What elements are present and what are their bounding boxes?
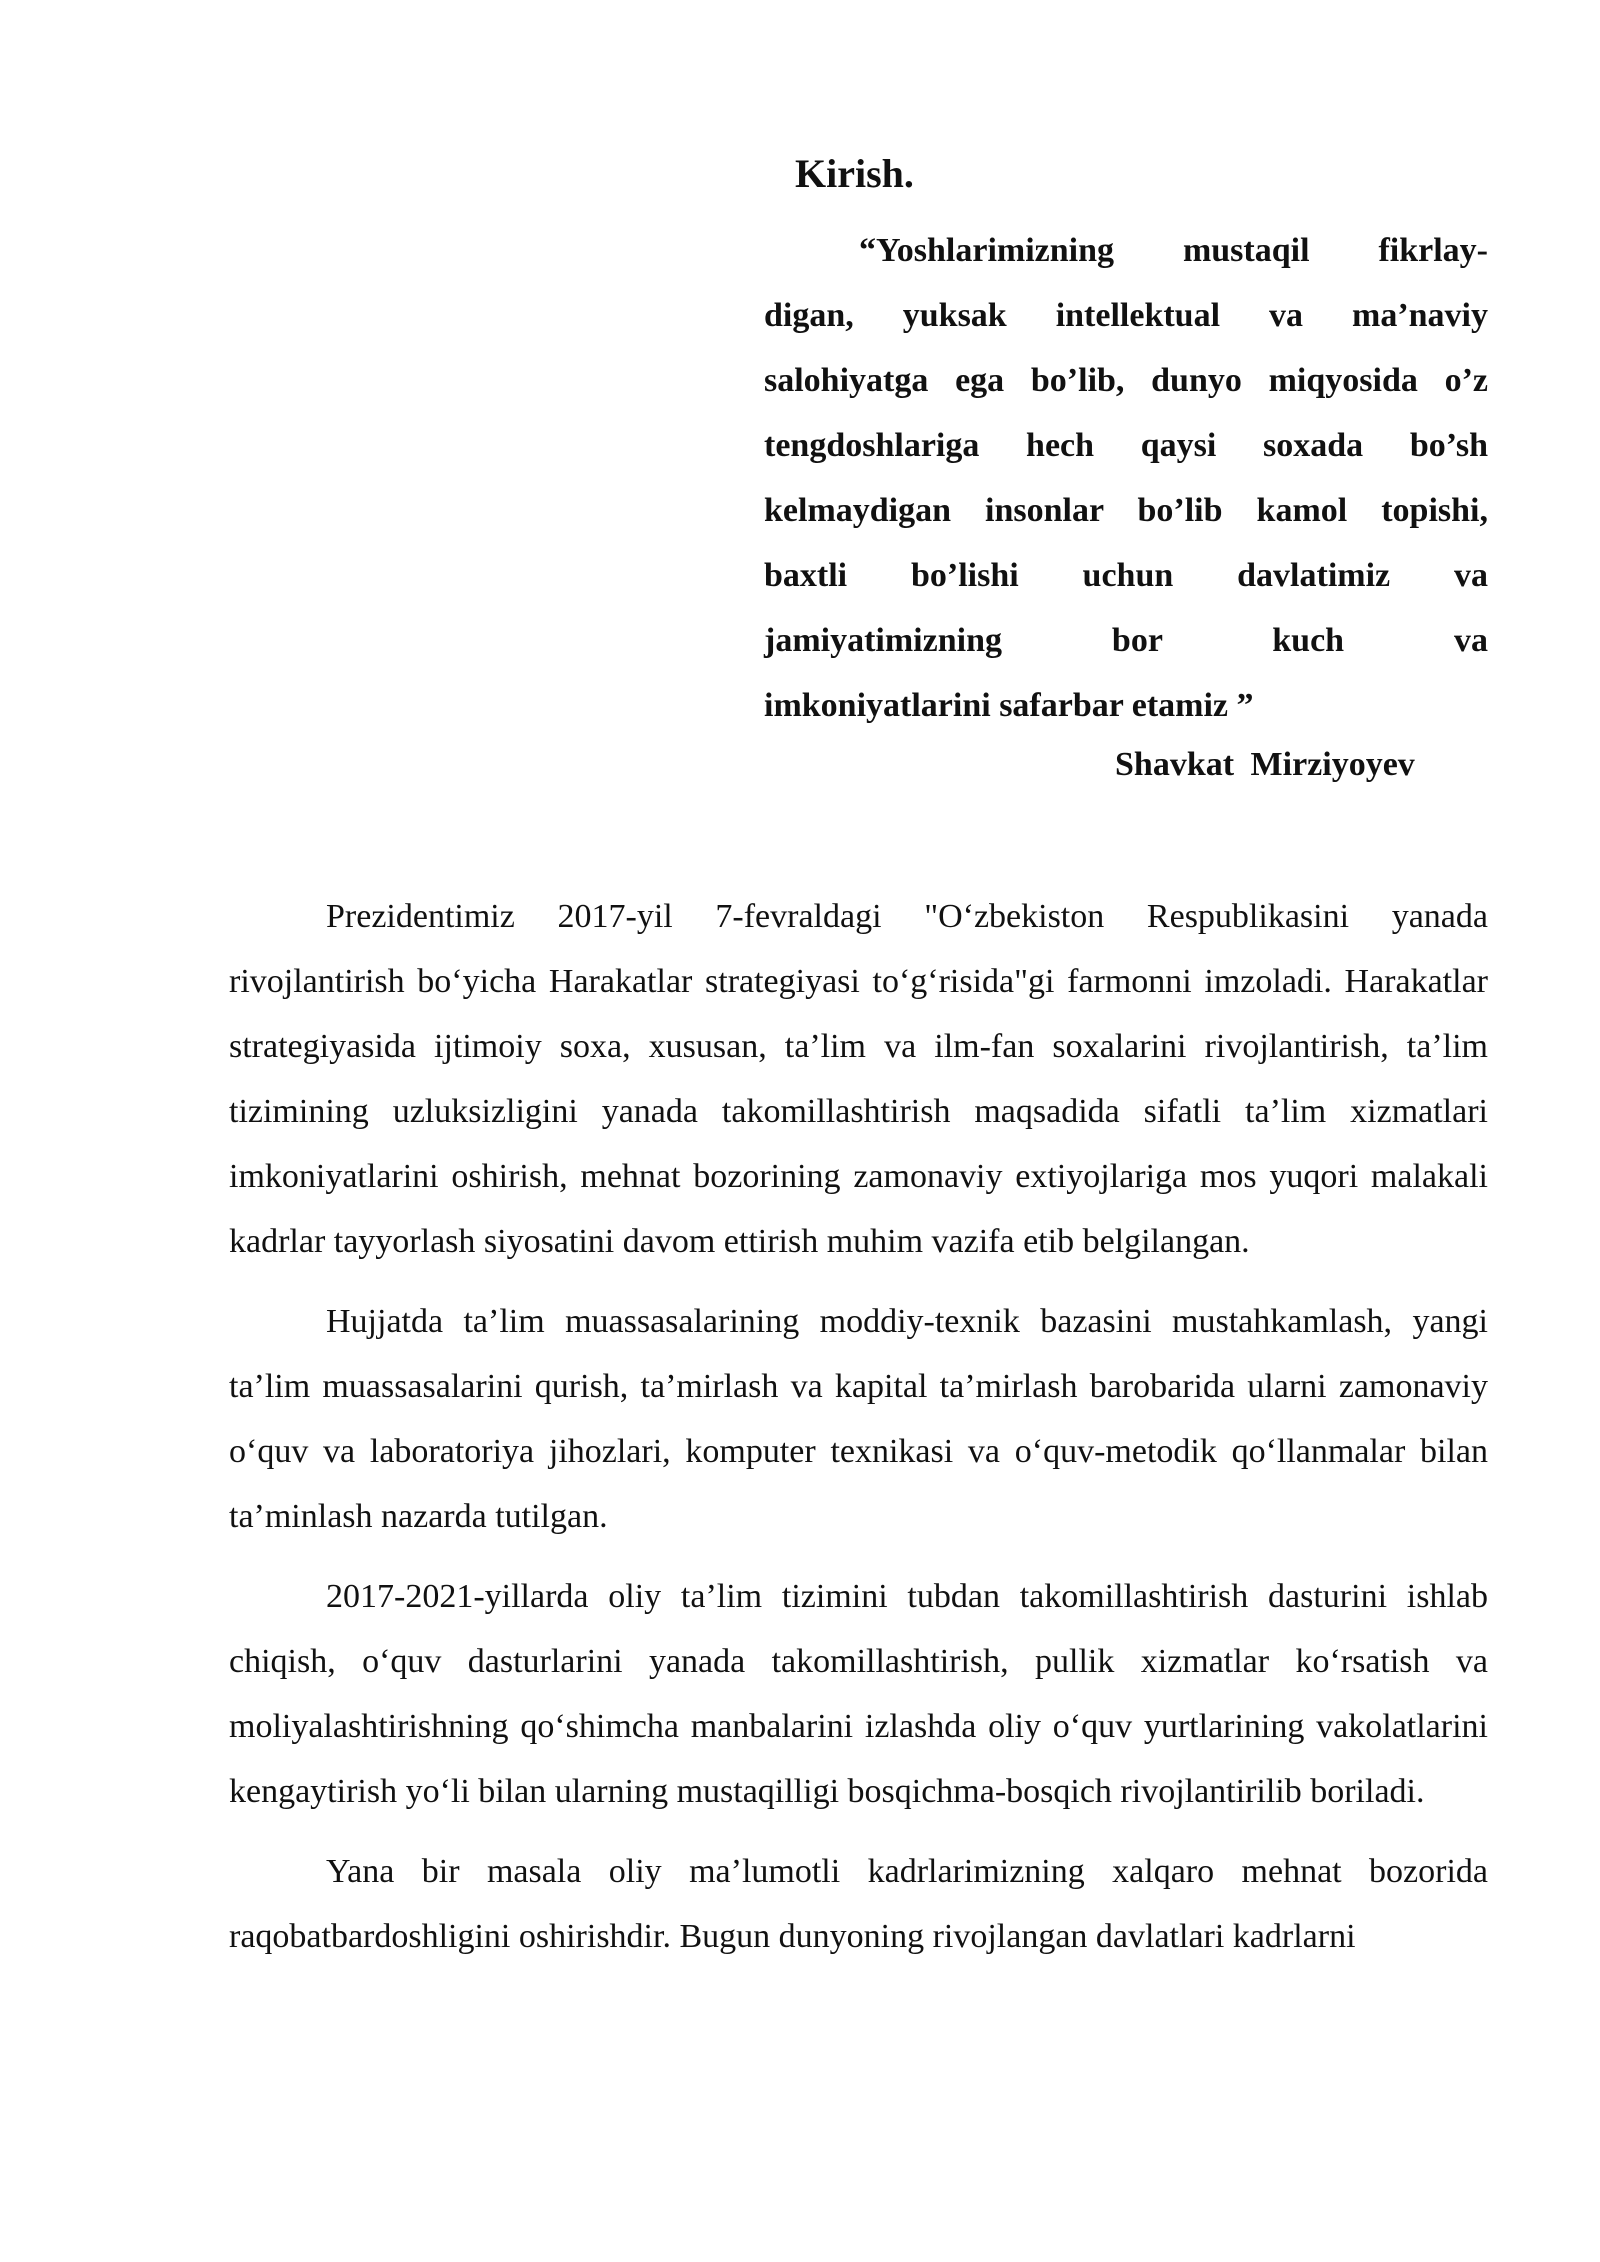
epigraph-line: digan, yuksak intellektual va ma’naviy [764,297,1488,334]
body-paragraph: 2017-2021-yillarda oliy ta’lim tizimini tubdan takomillashtirish dasturini ishlab chiqish, o‘quv dasturlarini yanada takomillashtirish, pullik xizmatlar ko‘rsatish va moliyalashtirishning qo‘shimcha manbalarini izlashda oliy o‘quv yurtlarining vakolatlarini kengaytirish yo‘li bilan ularning mustaqilligi bosqichma-bosqich rivojlantirilib boriladi. [229,1578,1488,1810]
epigraph-quote [764,218,1488,738]
epigraph-line: “Yoshlarimizning mustaqil fikrlay- [859,232,1488,269]
body-text [229,884,1488,1984]
body-paragraph: Prezidentimiz 2017-yil 7-fevraldagi "O‘zbekiston Respublikasini yanada rivojlantirish bo‘yicha Harakatlar strategiyasi to‘g‘risida"gi farmonni imzoladi. Harakatlar strategiyasida ijtimoiy soxa, xususan, ta’lim va ilm-fan soxalarini rivojlantirish, ta’lim tizimining uzluksizligini yanada takomillashtirish maqsadida sifatli ta’lim xizmatlari imkoniyatlarini oshirish, mehnat bozorining zamonaviy extiyojlariga mos yuqori malakali kadrlar tayyorlash siyosatini davom ettirish muhim vazifa etib belgilangan. [229,898,1488,1260]
body-paragraph: Hujjatda ta’lim muassasalarining moddiy-texnik bazasini mustahkamlash, yangi ta’lim muassasalarini qurish, ta’mirlash va kapital ta’mirlash barobarida ularni zamonaviy o‘quv va laboratoriya jihozlari, komputer texnikasi va o‘quv-metodik qo‘llanmalar bilan ta’minlash nazarda tutilgan. [229,1303,1488,1535]
epigraph-author: Shavkat Mirziyoyev [1115,746,1415,783]
epigraph-line: salohiyatga ega bo’lib, dunyo miqyosida o’z [764,362,1488,399]
body-paragraph: Yana bir masala oliy ma’lumotli kadrlarimizning xalqaro mehnat bozorida raqobatbardoshligini oshirishdir. Bugun dunyoning rivojlangan davlatlari kadrlarni [229,1853,1488,1955]
page-title: Kirish. [795,151,914,196]
epigraph-line: jamiyatimizning bor kuch va [764,622,1488,659]
epigraph-line: tengdoshlariga hech qaysi soxada bo’sh [764,427,1488,464]
epigraph-line: baxtli bo’lishi uchun davlatimiz va [764,557,1488,594]
epigraph-line: kelmaydigan insonlar bo’lib kamol topishi, [764,492,1488,529]
epigraph-line: imkoniyatlarini safarbar etamiz ” [764,687,1254,724]
